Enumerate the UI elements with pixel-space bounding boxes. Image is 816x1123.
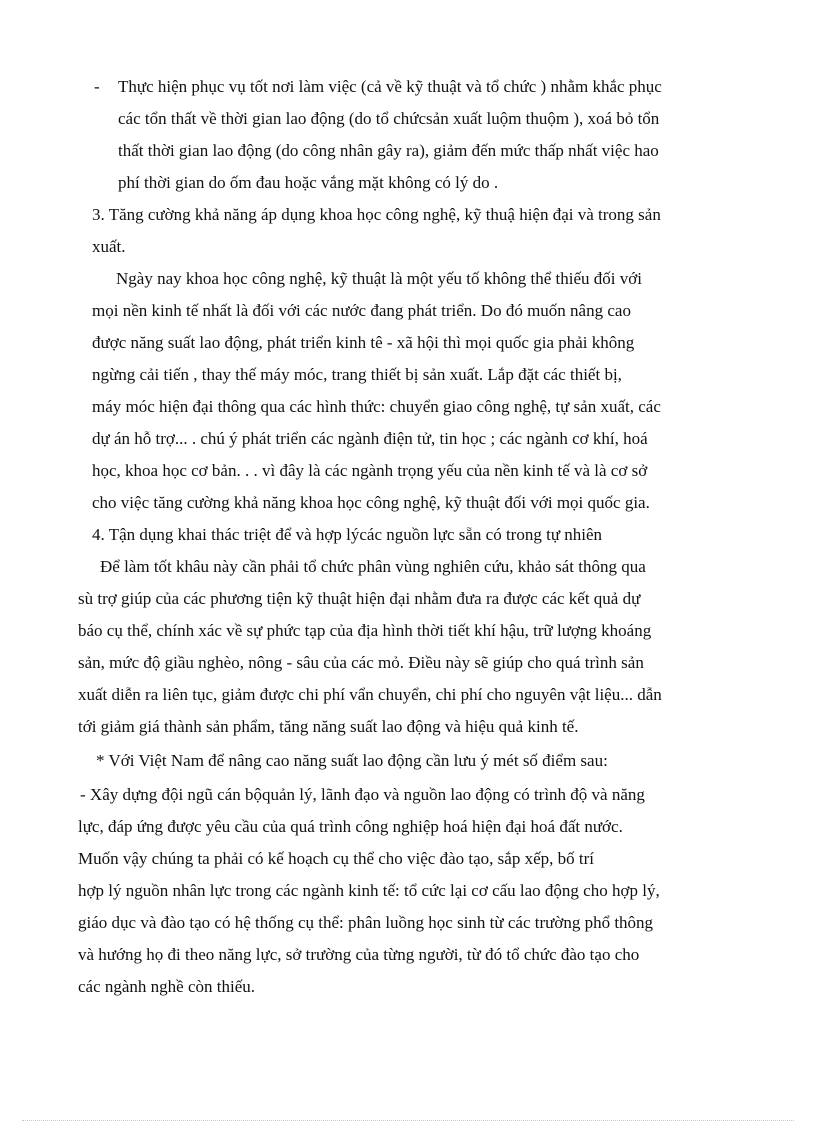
bullet-dash: - [94,77,100,96]
text-line: thất thời gian lao động (do công nhân gây ra), giảm đến mức thấp nhất việc hao [118,141,659,160]
section-heading: xuất. [92,237,126,256]
text-line: Muốn vậy chúng ta phải có kế hoạch cụ thể cho việc đào tạo, sắp xếp, bố trí [78,849,594,868]
text-line: tới giảm giá thành sản phẩm, tăng năng suất lao động và hiệu quả kinh tế. [78,717,579,736]
text-line: cho việc tăng cường khả năng khoa học công nghệ, kỹ thuật đối với mọi quốc gia. [92,493,650,512]
page-bottom-rule [22,1120,794,1121]
text-line: ngừng cải tiến , thay thế máy móc, trang thiết bị sản xuất. Lắp đặt các thiết bị, [92,365,622,384]
section-heading: 4. Tận dụng khai thác triệt để và hợp lýcác nguồn lực sẵn có trong tự nhiên [92,525,603,544]
text-line: các tổn thất về thời gian lao động (do tổ chứcsản xuất luộm thuộm ), xoá bỏ tổn [118,109,660,128]
text-line: Ngày nay khoa học công nghệ, kỹ thuật là một yếu tố không thể thiếu đối với [116,269,642,288]
text-line: dự án hỗ trợ... . chú ý phát triển các ngành điện tử, tin học ; các ngành cơ khí, hoá [92,429,648,448]
note-line: * Với Việt Nam để nâng cao năng suất lao động cần lưu ý mét số điểm sau: [96,751,608,770]
text-line: sù trợ giúp của các phương tiện kỹ thuật hiện đại nhằm đưa ra được các kết quả dự [78,589,641,608]
text-line: Thực hiện phục vụ tốt nơi làm việc (cả về kỹ thuật và tổ chức ) nhằm khắc phục [118,77,662,96]
text-line: mọi nền kinh tế nhất là đối với các nước đang phát triển. Do đó muốn nâng cao [92,301,631,320]
text-line: giáo dục và đào tạo có hệ thống cụ thể: phân luồng học sinh từ các trường phổ thông [78,913,654,932]
text-line: các ngành nghề còn thiếu. [78,977,256,996]
text-line: báo cụ thể, chính xác về sự phức tạp của địa hình thời tiết khí hậu, trữ lượng khoáng [78,621,652,640]
text-line: - Xây dựng đội ngũ cán bộquản lý, lãnh đạo và nguồn lao động có trình độ và năng [80,785,645,804]
text-line: Để làm tốt khâu này cần phải tổ chức phân vùng nghiên cứu, khảo sát thông qua [100,557,646,576]
section-heading: 3. Tăng cường khả năng áp dụng khoa học công nghệ, kỹ thuậ hiện đại và trong sản [92,205,661,224]
text-line: lực, đáp ứng được yêu cầu của quá trình công nghiệp hoá hiện đại hoá đất nước. [78,817,623,836]
text-line: xuất diễn ra liên tục, giảm được chi phí vẩn chuyển, chi phí cho nguyên vật liệu... dẫn [78,685,662,704]
text-line: được năng suất lao động, phát triển kinh tê - xã hội thì mọi quốc gia phải không [92,333,635,352]
text-line: phí thời gian do ốm đau hoặc vắng mặt không có lý do . [118,173,499,192]
text-line: học, khoa học cơ bản. . . vì đây là các ngành trọng yếu của nền kinh tế và là cơ sở [92,461,648,480]
text-line: hợp lý nguồn nhân lực trong các ngành kinh tế: tổ cức lại cơ cấu lao động cho hợp lý, [78,881,660,900]
text-line: và hướng họ đi theo năng lực, sở trường của từng người, từ đó tổ chức đào tạo cho [78,945,640,964]
text-line: sản, mức độ giầu nghèo, nông - sâu của các mỏ. Điều này sẽ giúp cho quá trình sản [78,653,644,672]
text-line: máy móc hiện đại thông qua các hình thức: chuyển giao công nghệ, tự sản xuất, các [92,397,661,416]
